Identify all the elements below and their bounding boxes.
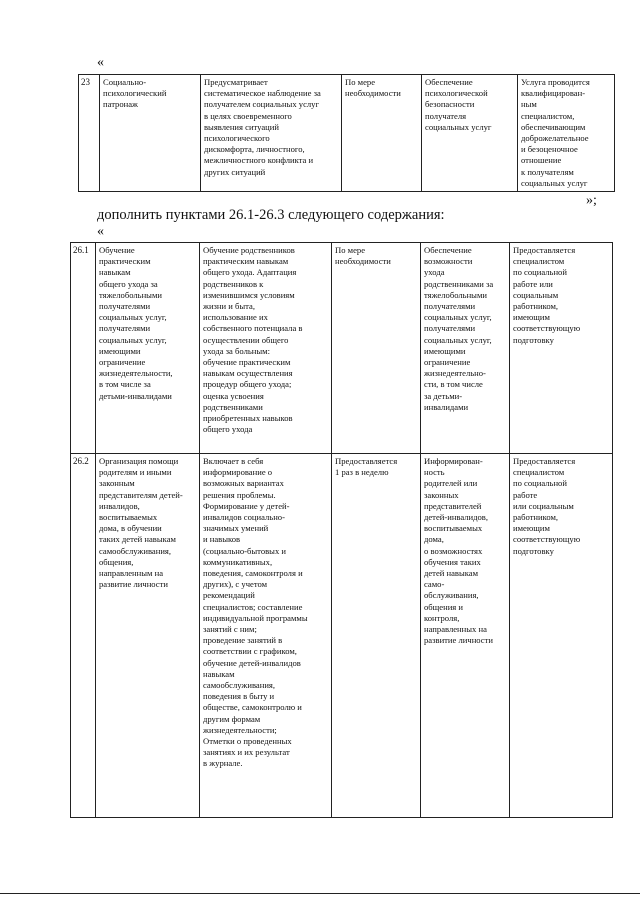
opening-quote-top: « [97,55,104,70]
services-table-top [78,74,615,192]
amendment-heading: дополнить пунктами 26.1-26.3 следующего содержания: [97,207,445,223]
service-result: Обеспечение возможности ухода родственниками за тяжелобольными получателями социальных услуг, получателями социальных услуг, имеющими ограничение жизнедеятельно- сти, в том числе за детьми- инвалидами [421,243,510,454]
service-name: Обучение практическим навыкам общего ухода за тяжелобольными получателями социальных услуг, получателями социальных услуг, имеющими ограничение жизнедеятельности, в том числе за детьми-инвалидами [96,243,200,454]
service-name: Организация помощи родителям и иными законным представителям детей- инвалидов, воспитываемых дома, в обучении таких детей навыкам самообслуживания, общения, направленным на развитие личности [96,454,200,818]
table-row [71,454,613,818]
service-frequency: Предоставляется 1 раз в неделю [332,454,421,818]
row-number: 26.2 [71,454,96,818]
closing-quote: »; [586,193,597,208]
service-content: Включает в себя информирование о возможных вариантах решения проблемы. Формирование у детей- инвалидов социально- значимых умений и навыков (социально-бытовых и коммуникативных, поведения, самоконтроля и других), с учетом рекомендаций специалистов; составление индивидуальной программы занятий с ним; проведение занятий в соответствии с графиком, обучение детей-инвалидов навыкам самообслуживания, поведения в быту и обществе, самоконтролю и другим формам жизнедеятельности; Отметки о проведенных занятиях и их результат в журнале. [200,454,332,818]
row-number: 26.1 [71,243,96,454]
page-bottom-rule [0,893,640,894]
service-content: Предусматривает систематическое наблюдение за получателем социальных услуг в целях своевременного выявления ситуаций психологического дискомфорта, личностного, межличностного конфликта и других ситуаций [201,75,342,192]
table-row [71,243,613,454]
service-result: Обеспечение психологической безопасности получателя социальных услуг [422,75,518,192]
services-table-bottom [70,242,613,818]
service-conditions: Услуга проводится квалифицирован- ным специалистом, обеспечивающим доброжелательное и безоценочное отношение к получателям социальных услуг [518,75,615,192]
service-result: Информирован- ность родителей или законных представителей детей-инвалидов, воспитываемых дома, о возможностях обучения таких детей навыкам само- обслуживания, общения и контроля, направленных на развитие личности [421,454,510,818]
service-frequency: По мере необходимости [332,243,421,454]
service-frequency: По мере необходимости [342,75,422,192]
opening-quote-bottom: « [97,224,104,239]
table-row [79,75,615,192]
service-conditions: Предоставляется специалистом по социальной работе или социальным работником, имеющим соответствующую подготовку [510,243,613,454]
service-conditions: Предоставляется специалистом по социальной работе или социальным работником, имеющим соответствующую подготовку [510,454,613,818]
service-content: Обучение родственников практическим навыкам общего ухода. Адаптация родственников к изменившимся условиям жизни и быта, использование их собственного потенциала в осуществлении общего ухода за больным: обучение практическим навыкам осуществления процедур общего ухода; оценка усвоения родственниками приобретенных навыков общего ухода [200,243,332,454]
service-name: Социально- психологический патронаж [100,75,201,192]
row-number: 23 [79,75,100,192]
